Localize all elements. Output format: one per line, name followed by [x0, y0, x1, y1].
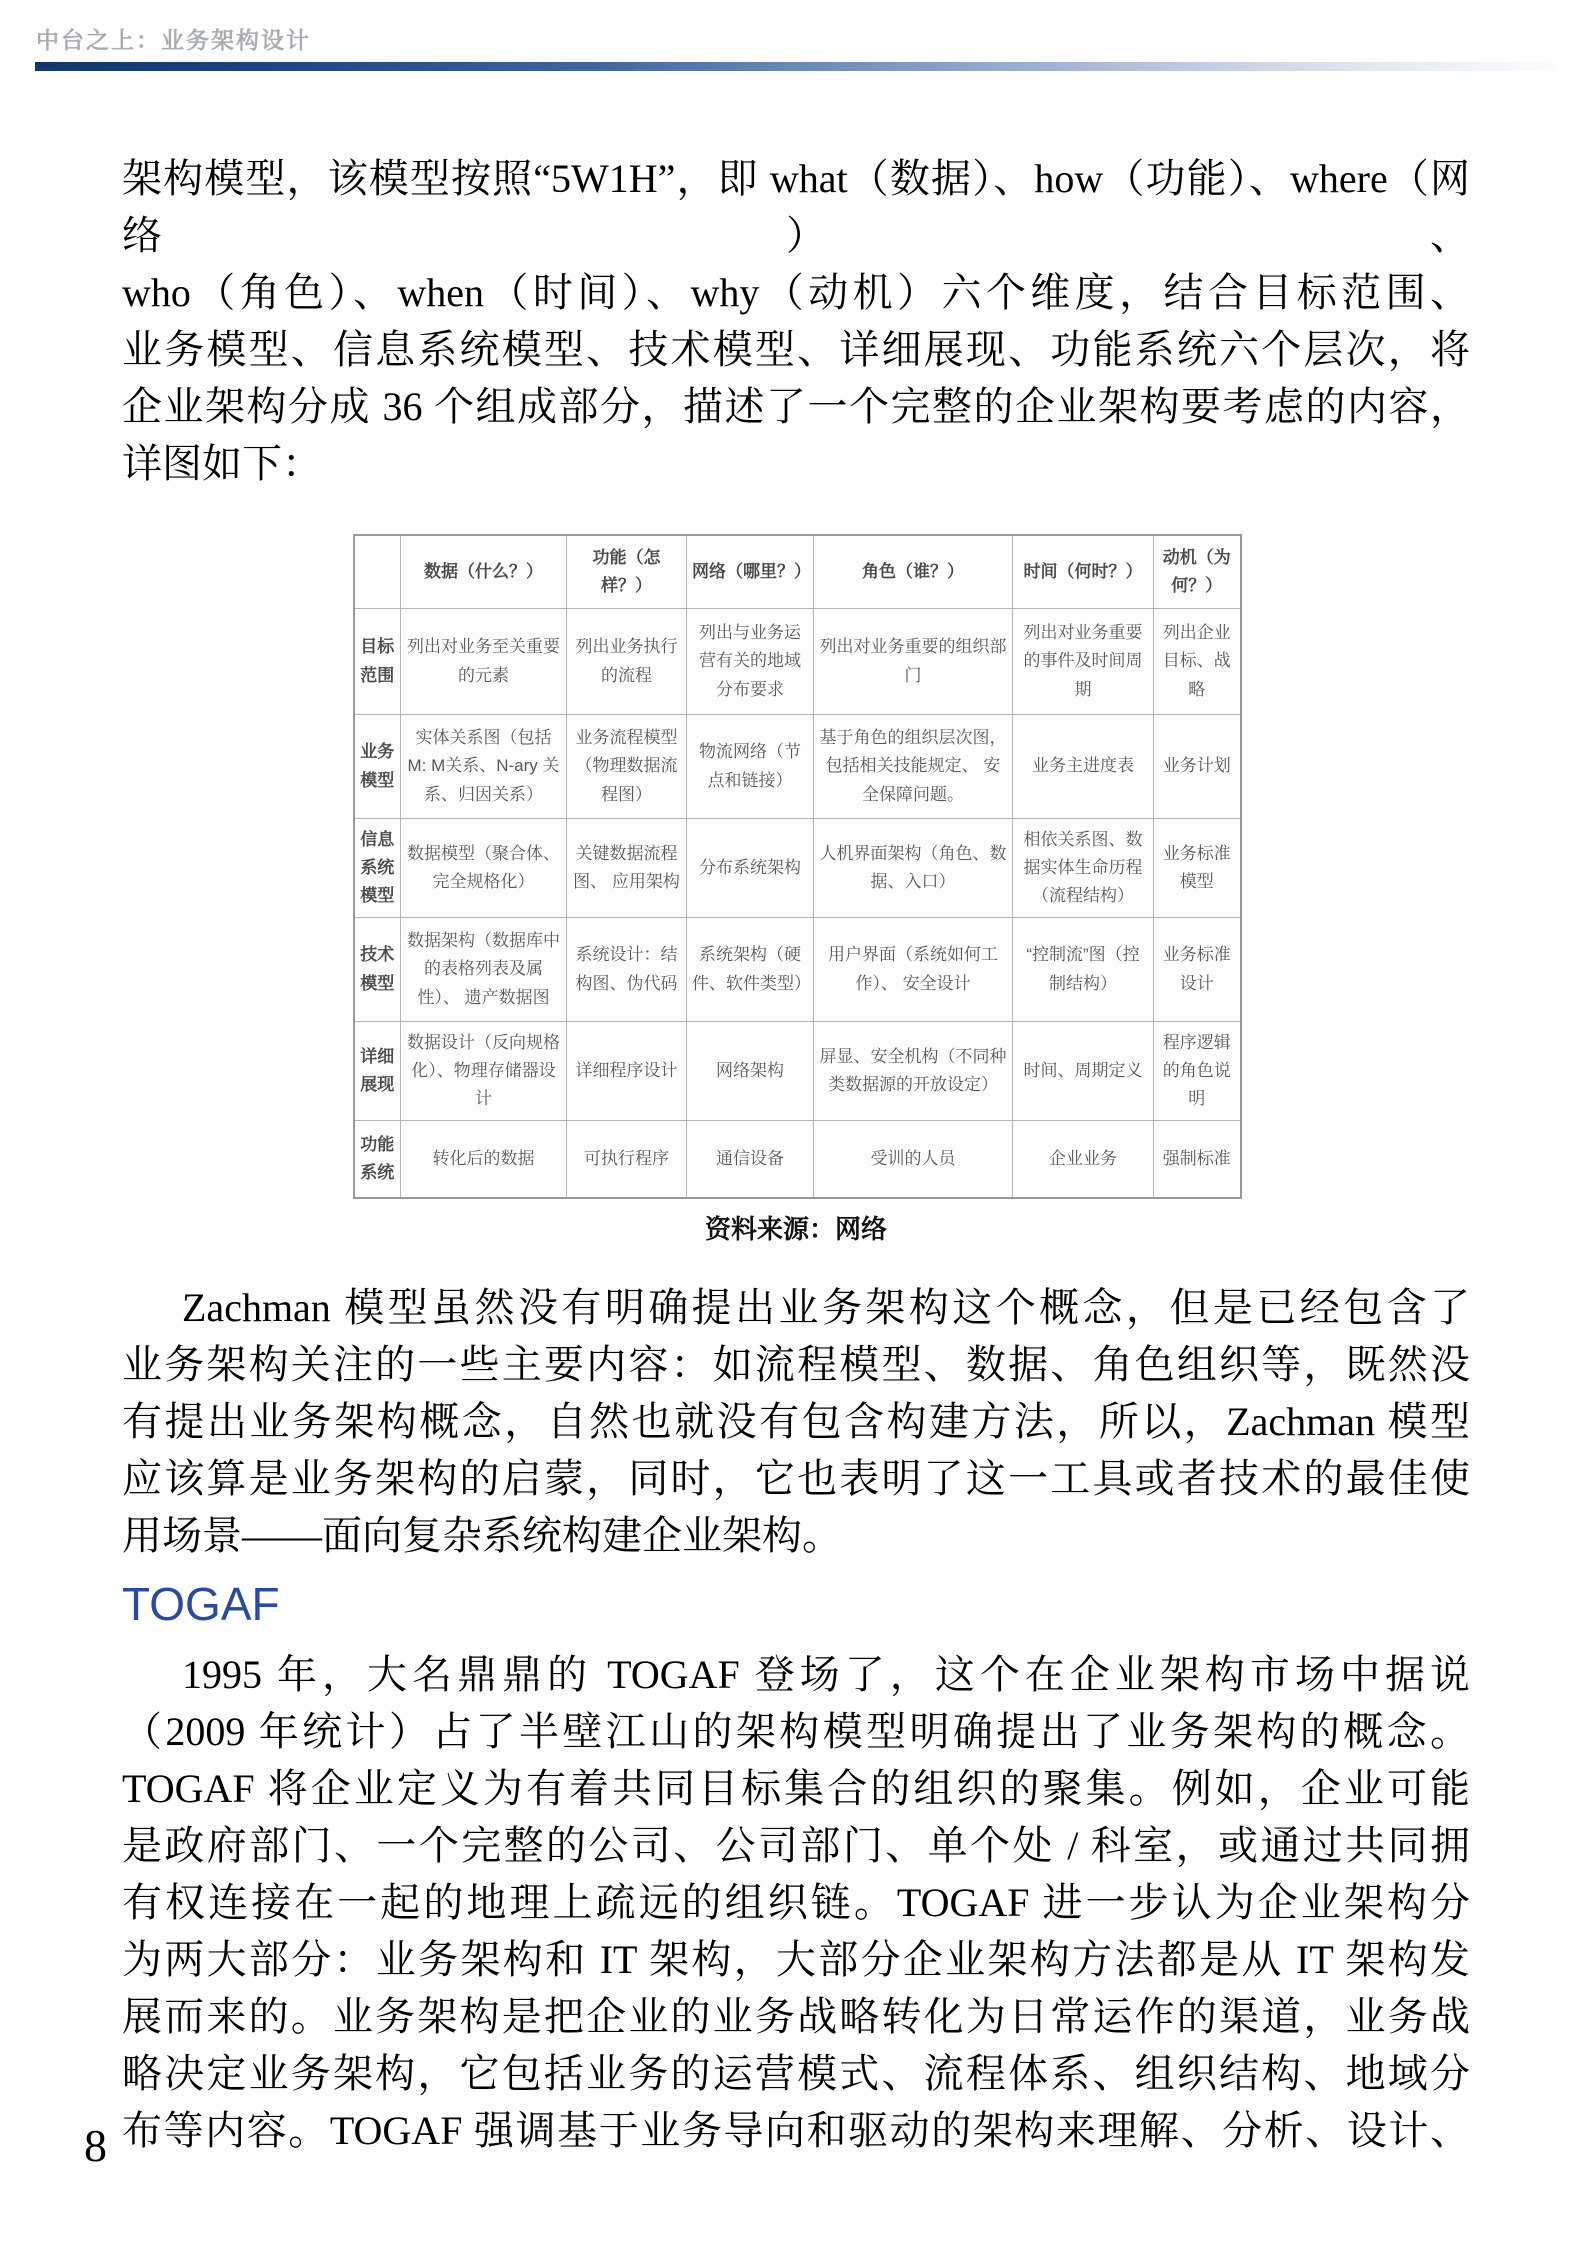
table-cell: 受训的人员: [814, 1121, 1013, 1199]
table-cell: 通信设备: [687, 1121, 814, 1199]
table-row: [354, 609, 1241, 715]
paragraph-togaf-history: [122, 1646, 1470, 2159]
text-line: 1995 年，大名鼎鼎的 TOGAF 登场了，这个在企业架构市场中据说: [182, 1652, 1470, 1697]
table-cell: 业务标准模型: [1154, 819, 1241, 918]
table-cell: 系统设计：结构图、伪代码: [567, 918, 687, 1022]
table-header-cell: 数据（什么？）: [401, 535, 567, 609]
row-label-cell: 目标范围: [354, 609, 401, 715]
table-row: [354, 918, 1241, 1022]
table-cell: 屏显、安全机构（不同种类数据源的开放设定）: [814, 1022, 1013, 1121]
table-header-cell: 时间（何时？）: [1013, 535, 1154, 609]
text-line: 应该算是业务架构的启蒙，同时，它也表明了这一工具或者技术的最佳使: [122, 1456, 1470, 1501]
table-cell: 企业业务: [1013, 1121, 1154, 1199]
text-line: 详图如下：: [122, 441, 322, 486]
text-line: 布等内容。TOGAF 强调基于业务导向和驱动的架构来理解、分析、设计、: [122, 2108, 1470, 2153]
text-line: who（角色）、when（时间）、why（动机）六个维度，结合目标范围、: [122, 270, 1470, 315]
table-cell: 分布系统架构: [687, 819, 814, 918]
zachman-framework-table: [353, 534, 1242, 1199]
row-label-cell: 业务模型: [354, 715, 401, 819]
row-label-cell: 技术模型: [354, 918, 401, 1022]
table-cell: 程序逻辑的角色说明: [1154, 1022, 1241, 1121]
table-cell: 数据设计（反向规格化）、物理存储器设计: [401, 1022, 567, 1121]
table-cell: 网络架构: [687, 1022, 814, 1121]
section-heading-togaf: TOGAF: [122, 1578, 280, 1630]
text-line: 企业架构分成 36 个组成部分，描述了一个完整的企业架构要考虑的内容，: [122, 384, 1470, 429]
page-number: 8: [84, 2120, 107, 2171]
table-cell: 强制标准: [1154, 1121, 1241, 1199]
row-label-cell: 信息系统模型: [354, 819, 401, 918]
table-cell: 列出企业目标、战略: [1154, 609, 1241, 715]
table-row: [354, 819, 1241, 918]
table-cell: 业务标准设计: [1154, 918, 1241, 1022]
table-header-cell: 网络（哪里？）: [687, 535, 814, 609]
table-cell: 基于角色的组织层次图， 包括相关技能规定、 安全保障问题。: [814, 715, 1013, 819]
table-header-cell: 角色（谁？）: [814, 535, 1013, 609]
table-cell: 业务流程模型（物理数据流程图）: [567, 715, 687, 819]
text-line: 业务架构关注的一些主要内容：如流程模型、数据、角色组织等，既然没: [122, 1342, 1470, 1387]
zachman-table-figure: [353, 534, 1240, 1199]
page-content: [122, 150, 1470, 2159]
table-cell: 转化后的数据: [401, 1121, 567, 1199]
row-label-cell: 详细展现: [354, 1022, 401, 1121]
paragraph-zachman-intro: [122, 150, 1470, 492]
table-cell: 数据架构（数据库中的表格列表及属性）、 遗产数据图: [401, 918, 567, 1022]
table-caption: 资料来源：网络: [704, 1214, 887, 1244]
table-cell: 系统架构（硬件、软件类型）: [687, 918, 814, 1022]
row-label-cell: 功能系统: [354, 1121, 401, 1199]
text-line: 有提出业务架构概念，自然也就没有包含构建方法，所以，Zachman 模型: [122, 1399, 1470, 1444]
running-header-title: 中台之上：业务架构设计: [36, 27, 311, 53]
text-line: 展而来的。业务架构是把企业的业务战略转化为日常运作的渠道，业务战: [122, 1994, 1470, 2039]
paragraph-zachman-commentary: [122, 1279, 1470, 1564]
table-cell: 列出与业务运营有关的地域分布要求: [687, 609, 814, 715]
table-cell: 人机界面架构（角色、数据、入口）: [814, 819, 1013, 918]
table-cell: 数据模型（聚合体、完全规格化）: [401, 819, 567, 918]
text-line: 有权连接在一起的地理上疏远的组织链。TOGAF 进一步认为企业架构分: [122, 1880, 1470, 1925]
table-cell: 用户界面（系统如何工作）、 安全设计: [814, 918, 1013, 1022]
table-header-cell: 功能（怎样？）: [567, 535, 687, 609]
text-line: TOGAF 将企业定义为有着共同目标集合的组织的聚集。例如，企业可能: [122, 1766, 1470, 1811]
table-header-row: [354, 535, 1241, 609]
table-cell: 相依关系图、数据实体生命历程（流程结构）: [1013, 819, 1154, 918]
table-cell: 列出对业务重要的组织部门: [814, 609, 1013, 715]
table-cell: 实体关系图（包括 M: M关系、N-ary 关系、归因关系）: [401, 715, 567, 819]
table-cell: 业务计划: [1154, 715, 1241, 819]
table-header-cell: 动机（为何？）: [1154, 535, 1241, 609]
table-cell: 时间、周期定义: [1013, 1022, 1154, 1121]
table-cell: 业务主进度表: [1013, 715, 1154, 819]
table-row: [354, 1121, 1241, 1199]
table-cell: 关键数据流程图、 应用架构: [567, 819, 687, 918]
table-cell: 详细程序设计: [567, 1022, 687, 1121]
text-line: 略决定业务架构，它包括业务的运营模式、流程体系、组织结构、地域分: [122, 2051, 1470, 2096]
table-cell: “控制流”图（控制结构）: [1013, 918, 1154, 1022]
table-cell: 列出业务执行的流程: [567, 609, 687, 715]
table-cell: 列出对业务至关重要的元素: [401, 609, 567, 715]
table-row: [354, 715, 1241, 819]
header-rule: [35, 62, 1556, 71]
text-line: 业务模型、信息系统模型、技术模型、详细展现、功能系统六个层次，将: [122, 327, 1470, 372]
text-line: 为两大部分：业务架构和 IT 架构，大部分企业架构方法都是从 IT 架构发: [122, 1937, 1470, 1982]
table-header-cell: [354, 535, 401, 609]
text-line: 架构模型，该模型按照“5W1H”，即 what（数据）、how（功能）、where（网络）、: [122, 156, 1470, 258]
text-line: （2009 年统计）占了半壁江山的架构模型明确提出了业务架构的概念。: [122, 1709, 1470, 1754]
table-cell: 列出对业务重要的事件及时间周期: [1013, 609, 1154, 715]
text-line: Zachman 模型虽然没有明确提出业务架构这个概念，但是已经包含了: [182, 1285, 1470, 1330]
table-cell: 物流网络（节点和链接）: [687, 715, 814, 819]
text-line: 是政府部门、一个完整的公司、公司部门、单个处 / 科室，或通过共同拥: [122, 1823, 1470, 1868]
text-line: 用场景——面向复杂系统构建企业架构。: [122, 1513, 842, 1558]
table-cell: 可执行程序: [567, 1121, 687, 1199]
table-row: [354, 1022, 1241, 1121]
